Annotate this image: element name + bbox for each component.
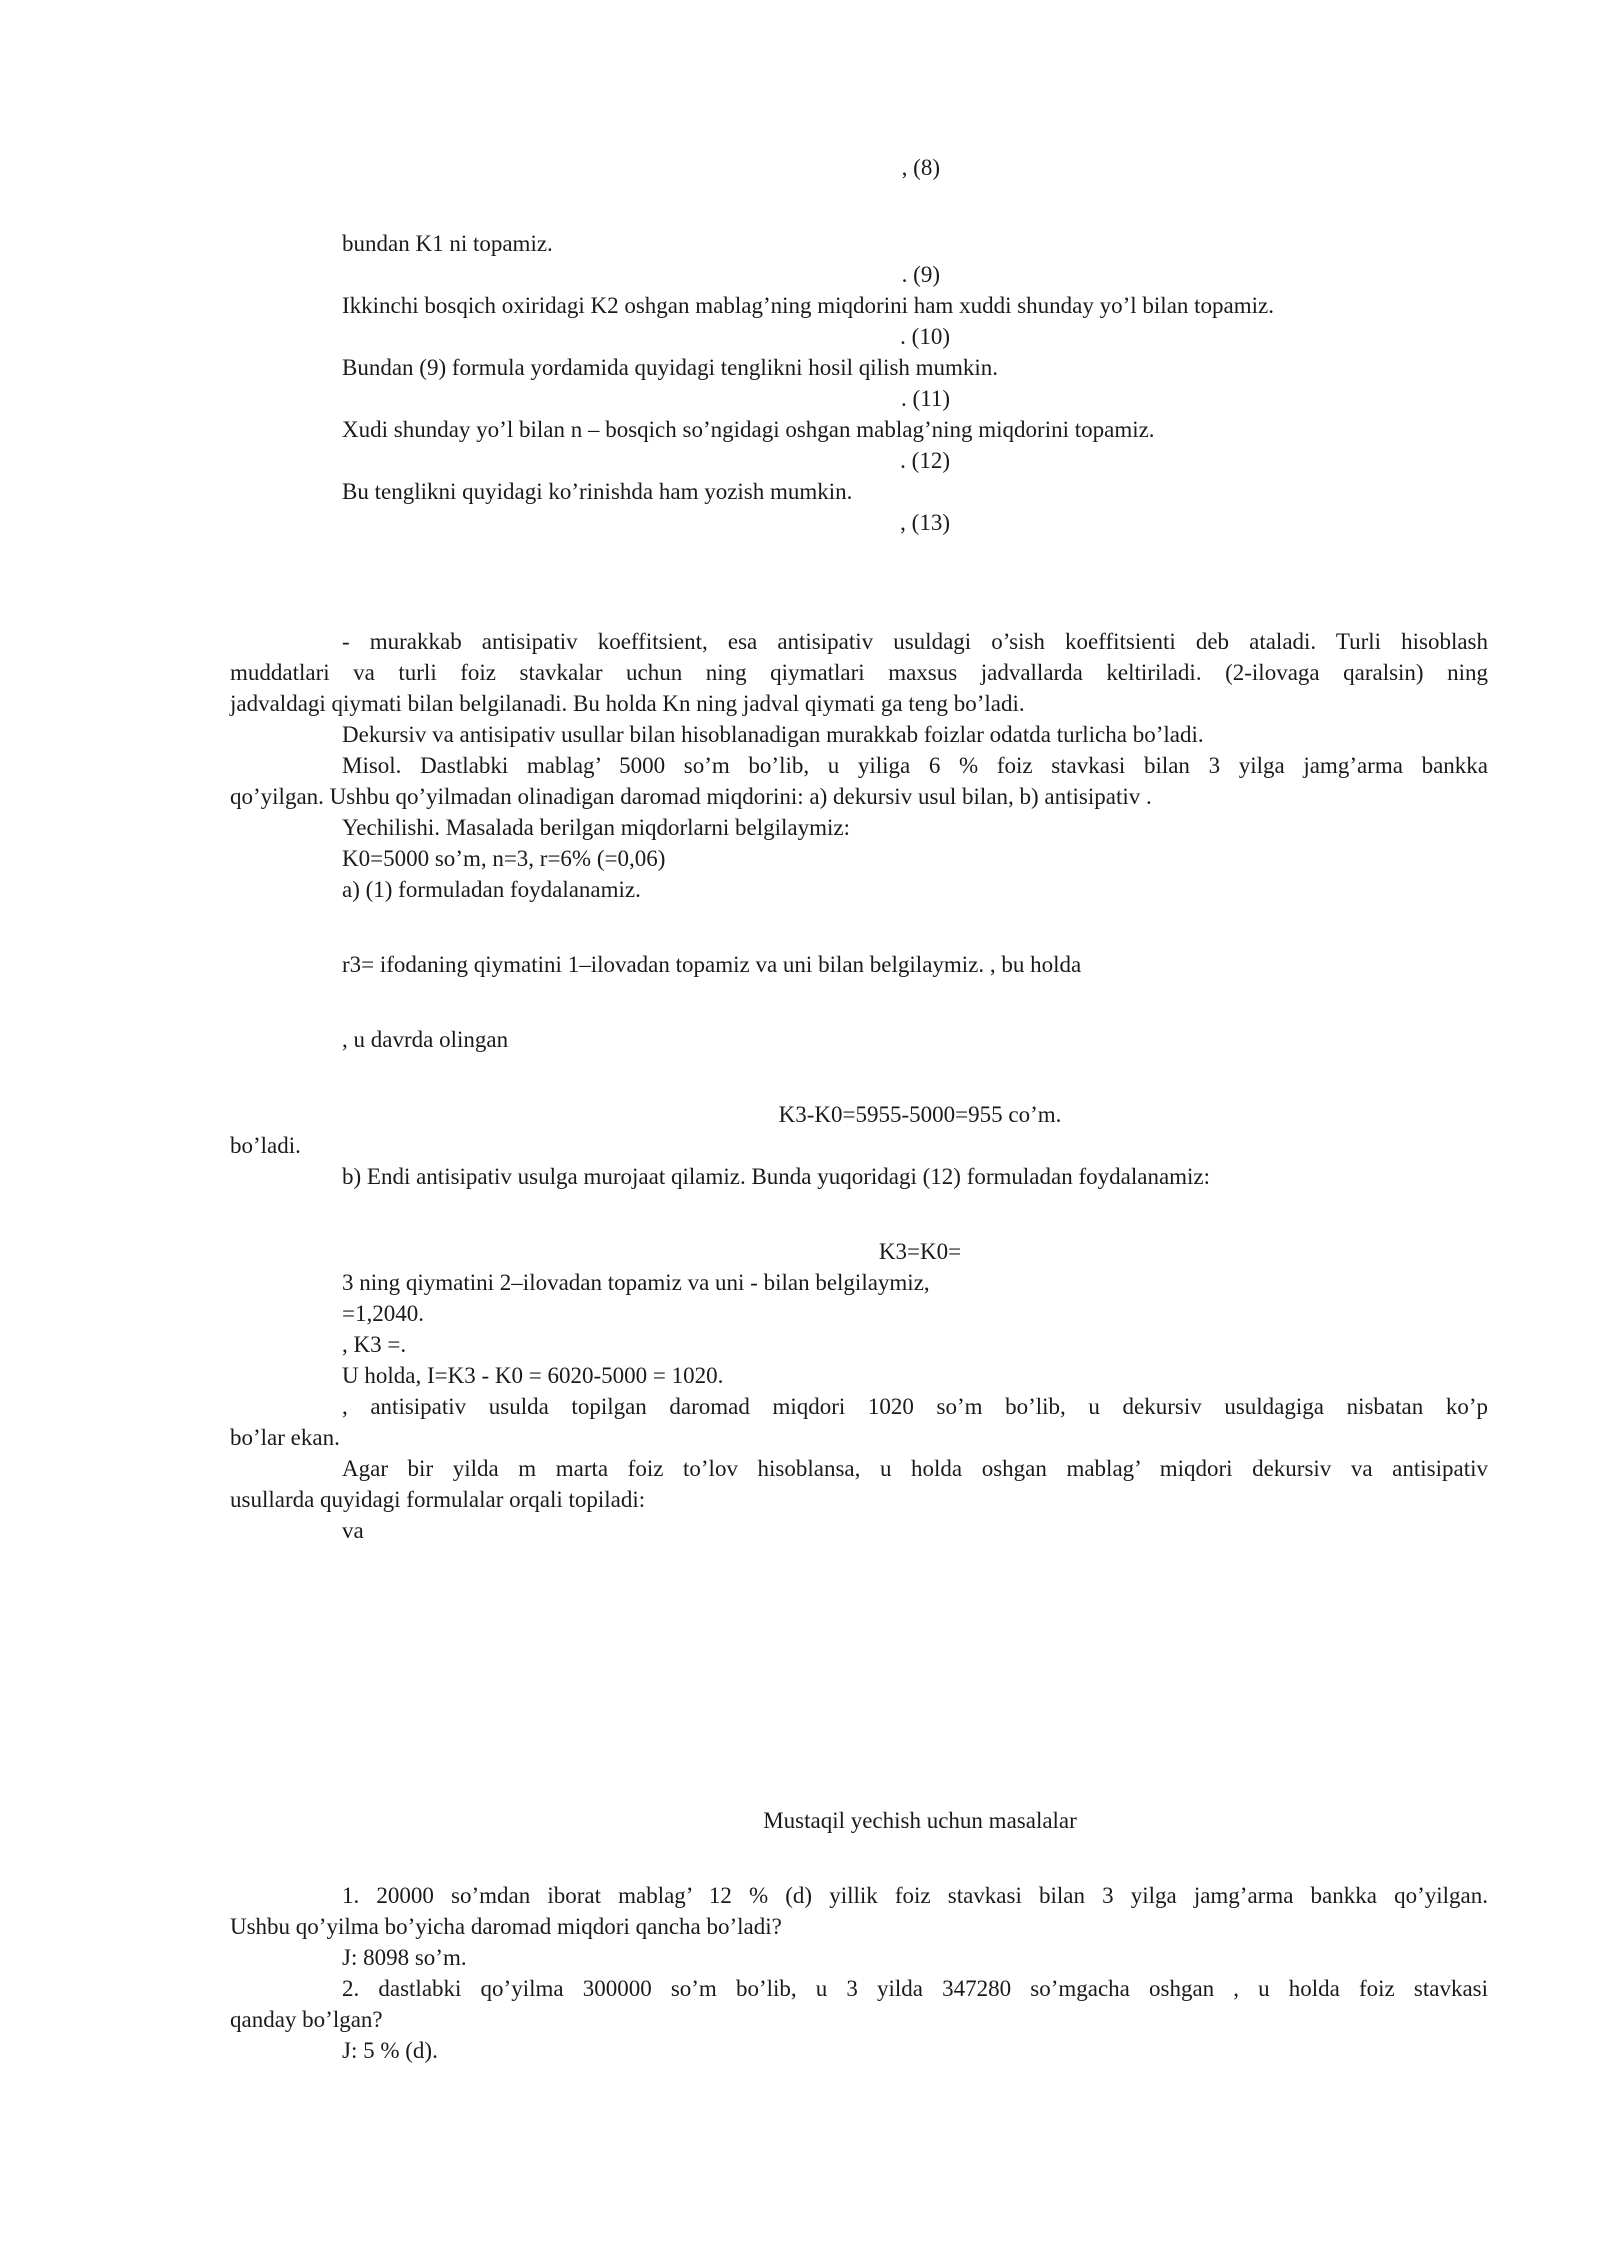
text-line: Xudi shunday yo’l bilan n – bosqich so’ngidagi oshgan mablag’ning miqdorini topamiz. (342, 417, 1155, 442)
paragraph-line: qo’yilgan. Ushbu qo’yilmadan olinadigan daromad miqdorini: a) dekursiv usul bilan, b) antisipativ . (230, 784, 1152, 809)
centered-equation: K3-K0=5955-5000=955 co’m. (778, 1102, 1062, 1127)
text-line: K0=5000 so’m, n=3, r=6% (=0,06) (342, 846, 666, 871)
text-line: Ikkinchi bosqich oxiridagi K2 oshgan mablag’ning miqdorini ham xuddi shunday yo’l bilan topamiz. (342, 293, 1274, 318)
text-line: a) (1) formuladan foydalanamiz. (342, 877, 641, 902)
text-line: =1,2040. (342, 1301, 424, 1326)
text-line: Bu tenglikni quyidagi ko’rinishda ham yozish mumkin. (342, 479, 853, 504)
text-line: va (342, 1518, 364, 1543)
text-line: , u davrda olingan (342, 1027, 509, 1052)
paragraph-line: usullarda quyidagi formulalar orqali topiladi: (230, 1487, 646, 1512)
section-heading: Mustaqil yechish uchun masalalar (763, 1808, 1077, 1833)
paragraph-line: jadvaldagi qiymati bilan belgilanadi. Bu holda Kn ning jadval qiymati ga teng bo’ladi. (230, 691, 1025, 716)
text-line: 3 ning qiymatini 2–ilovadan topamiz va uni - bilan belgilaymiz, (342, 1270, 930, 1295)
paragraph-line: bo’lar ekan. (230, 1425, 340, 1450)
text-line: Bundan (9) formula yordamida quyidagi tenglikni hosil qilish mumkin. (342, 355, 999, 380)
text-line: , K3 =. (342, 1332, 407, 1357)
text-line: b) Endi antisipativ usulga murojaat qilamiz. Bunda yuqoridagi (12) formuladan foydalanamiz: (342, 1164, 1211, 1189)
equation-number-13: , (13) (900, 510, 950, 535)
equation-number-8: , (8) (901, 155, 940, 180)
paragraph-line: Agar bir yilda m marta foiz to’lov hisoblansa, u holda oshgan mablag’ miqdori dekursiv va antisipativ (342, 1456, 1488, 1481)
text-line: Yechilishi. Masalada berilgan miqdorlarni belgilaymiz: (342, 815, 851, 840)
answer-line: J: 5 % (d). (342, 2038, 438, 2063)
answer-line: J: 8098 so’m. (342, 1945, 467, 1970)
text-line: r3= ifodaning qiymatini 1–ilovadan topamiz va uni bilan belgilaymiz. , bu holda (342, 952, 1082, 977)
paragraph-line: 2. dastlabki qo’yilma 300000 so’m bo’lib, u 3 yilda 347280 so’mgacha oshgan , u holda foiz stavkasi (342, 1976, 1488, 2001)
equation-number-9: . (9) (901, 262, 940, 287)
equation-number-12: . (12) (900, 448, 950, 473)
text-line: bundan K1 ni topamiz. (342, 231, 553, 256)
centered-equation: K3=K0= (878, 1239, 962, 1264)
paragraph-line: qanday bo’lgan? (230, 2007, 383, 2032)
paragraph-line: Dekursiv va antisipativ usullar bilan hisoblanadigan murakkab foizlar odatda turlicha bo’ladi. (342, 722, 1204, 747)
equation-number-10: . (10) (900, 324, 950, 349)
paragraph-line: muddatlari va turli foiz stavkalar uchun ning qiymatlari maxsus jadvallarda keltiriladi. (2-ilovaga qaralsin) ning (230, 660, 1488, 685)
paragraph-line: , antisipativ usulda topilgan daromad miqdori 1020 so’m bo’lib, u dekursiv usuldagiga nisbatan ko’p (342, 1394, 1488, 1419)
equation-number-11: . (11) (901, 386, 950, 411)
paragraph-line: Ushbu qo’yilma bo’yicha daromad miqdori qancha bo’ladi? (230, 1914, 782, 1939)
text-line: U holda, I=K3 - K0 = 6020-5000 = 1020. (342, 1363, 724, 1388)
paragraph-line: 1. 20000 so’mdan iborat mablag’ 12 % (d) yillik foiz stavkasi bilan 3 yilga jamg’arma bankka qo’yilgan. (342, 1883, 1488, 1908)
paragraph-line: Misol. Dastlabki mablag’ 5000 so’m bo’lib, u yiliga 6 % foiz stavkasi bilan 3 yilga jamg’arma bankka (342, 753, 1488, 778)
text-line: bo’ladi. (230, 1133, 301, 1158)
paragraph-line: - murakkab antisipativ koeffitsient, esa antisipativ usuldagi o’sish koeffitsienti deb ataladi. Turli hisoblash (342, 629, 1488, 654)
